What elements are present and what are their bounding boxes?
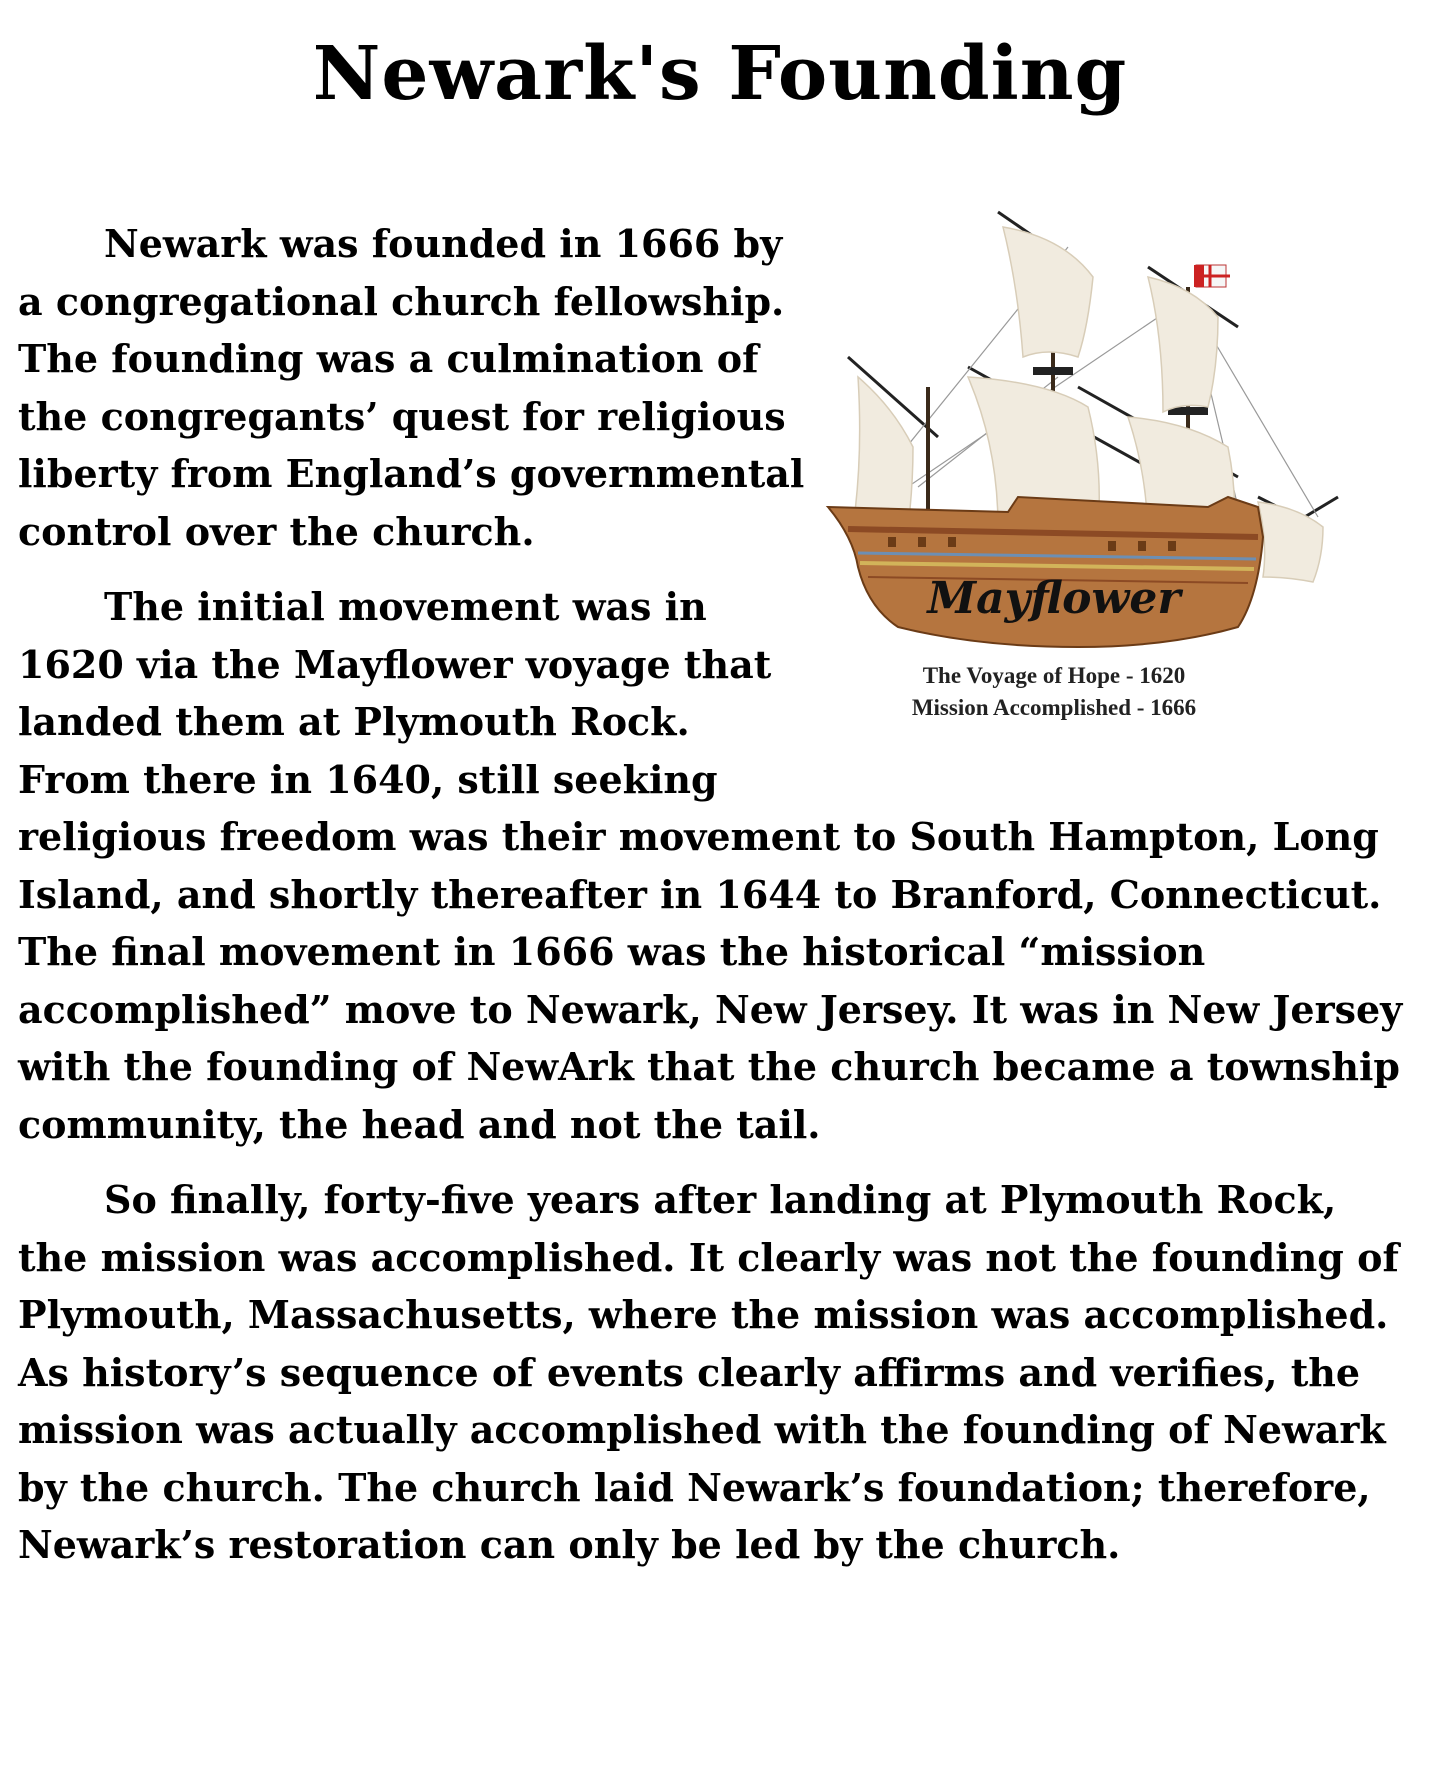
article-body xyxy=(18,215,1418,1592)
ship-name-label: Mayflower xyxy=(927,573,1181,624)
caption-line-2: Mission Accomplished - 1666 xyxy=(911,695,1197,720)
page-title: Newark's Founding xyxy=(312,31,1128,117)
paragraph-2: The initial movement was in 1620 via the Mayflower voyage that landed them at Plymouth Rock. From there in 1640, still seeking religious freedom was their movement to South Hampton, Long Island, and shortly thereafter in 1644 to Branford, Connecticut. The final movement in 1666 was the historical “mission accomplished” move to Newark, New Jersey. It was in New Jersey with the founding of NewArk that the church became a township community, the head and not the tail. xyxy=(18,584,1403,1147)
paragraph-3: So finally, forty-five years after landing at Plymouth Rock, the mission was accomplished. It clearly was not the founding of Plymouth, Massachusetts, where the mission was accomplished. As history’s sequence of events clearly affirms and verifies, the mission was actually accomplished with the founding of Newark by the church. The church laid Newark’s foundation; therefore, Newark’s restoration can only be led by the church. xyxy=(18,1177,1399,1567)
paragraph-1: Newark was founded in 1666 by a congregational church fellowship. The founding was a culmination of the congregants’ quest for religious liberty from England’s governmental control over the church. xyxy=(18,221,805,554)
mayflower-figure xyxy=(818,207,1428,775)
mayflower-ship-icon xyxy=(818,207,1428,775)
caption-line-1: The Voyage of Hope - 1620 xyxy=(922,663,1186,688)
